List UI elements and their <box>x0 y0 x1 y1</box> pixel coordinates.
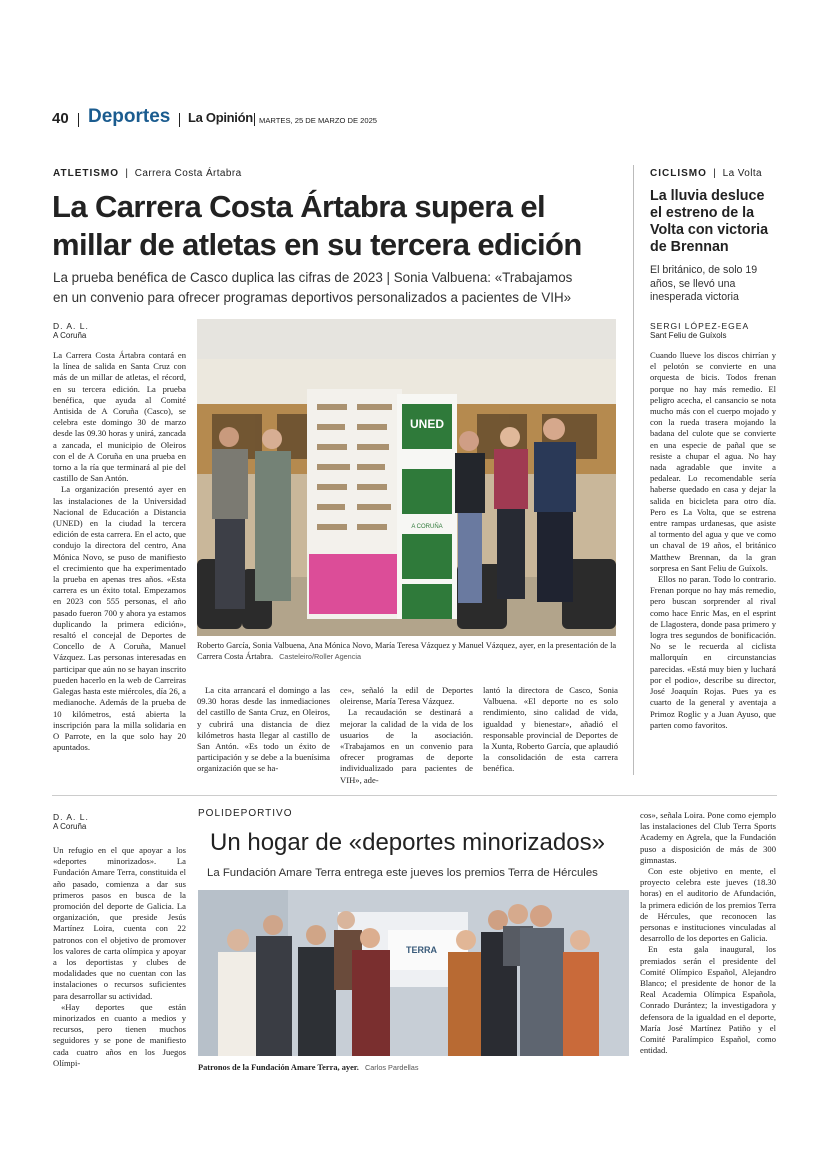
side-kicker-category: CICLISMO <box>650 168 707 179</box>
masthead: La Opinión <box>188 110 253 125</box>
main-column-2 <box>197 685 330 775</box>
bottom-kicker <box>198 808 293 819</box>
main-subhead-line2: en un convenio para ofrecer programas deportivos personalizados a pacientes de VIH» <box>53 290 572 305</box>
main-photo-credit: Casteleiro/Roller Agencia <box>279 652 362 661</box>
bottom-headline: Un hogar de «deportes minorizados» <box>210 829 605 856</box>
kicker-topic: Carrera Costa Ártabra <box>134 168 242 179</box>
main-photo-caption <box>197 640 622 662</box>
header-divider <box>179 113 180 127</box>
side-byline-place: Sant Feliu de Guíxols <box>650 331 727 340</box>
side-headline: La lluvia desluce el estreno de la Volta con victoria de Brennan <box>650 188 769 255</box>
byline-author: D. A. L. <box>53 321 89 331</box>
main-column-1 <box>53 350 186 753</box>
main-col2-paragraph: La cita arrancará el domingo a las 09.30 horas desde las inmediaciones del castillo de Santa Cruz, en Oleiros, y cubrirá una distancia de diez kilómetros hasta llegar al castillo de San Antón. «Es todo un éxito de participación y se debe a la buenísima organización que se ha- <box>197 685 330 774</box>
side-byline-author: SERGI LÓPEZ-EGEA <box>650 321 750 331</box>
main-subhead-line1: La prueba benéfica de Casco duplica las cifras de 2023 | Sonia Valbuena: «Trabajamos <box>53 270 573 285</box>
bottom-right-paragraph-2: Con este objetivo en mente, el proyecto celebra este jueves (18.30 horas) en el auditorio de Afundación, la primera edición de los premios Terra de Hércules, que reconocen las personas e instituciones vinculadas al desarrollo de los deportes en Galicia. <box>640 866 776 944</box>
header-divider <box>78 113 79 127</box>
main-col3-paragraph: ce», señaló la edil de Deportes oleirense, María Teresa Vázquez. <box>340 685 473 707</box>
bottom-col1-paragraph: Un refugio en el que apoyar a los «deportes minorizados». La Fundación Amare Terra, constituida el año pasado, comienza a dar sus primeros pasos en busca de la promoción del deporte de Galicia. La organización, que preside Jesús Martínez Loira, cuenta con 22 patronos con el objetivo de promover los valores de carta olímpica y apoyar a los deportistas y clubes de modalidades que no cuentan con las instalaciones o recursos suficientes para desarrollar su actividad. <box>53 845 186 1001</box>
main-subhead <box>53 268 623 308</box>
main-col1-paragraph: La Carrera Costa Ártabra contará en la línea de salida en Santa Cruz con más de un millar de atletas, el récord, en su tercera edición. La prueba benéfica, que ayuda al Comité Antisida de A Coruña (Casco), se celebra este domingo 30 de marzo desde las 09.30 horas y unirá, zancada a zancada, el municipio de Oleiros con el de A Coruña en una prueba en torno a la ría que terminará al pie del castillo de San Antón. <box>53 350 186 484</box>
bottom-right-paragraph: cos», señala Loira. Pone como ejemplo las instalaciones del Club Terra Sports Academy en Agrela, que la Fundación puso a disposición de más de 300 gimnastas. <box>640 810 776 865</box>
kicker-category: ATLETISMO <box>53 168 120 179</box>
main-headline <box>52 188 622 264</box>
side-byline <box>650 321 749 340</box>
side-subhead: El británico, de solo 19 años, se llevó una inesperada victoria <box>650 264 758 303</box>
main-caption-text: Roberto García, Sonia Valbuena, Ana Mónica Novo, María Teresa Vázquez y Manuel Vázquez, ayer, en la presentación de la Carrera Costa Ártabra. <box>197 641 617 661</box>
side-paragraph-2: Ellos no paran. Todo lo contrario. Frenan porque no hay más remedio, pero buscan sorprender al rival como hace Enric Mas, en el esprint de Llagostera, donde pasa primero y logra tres segundos de bonificación. No se le recuerda al ciclista mallorquín en circunstancias parecidas. «Está muy bien y luchará por el podio», describe su director, José Joaquín Rojas. Pues ya es cuarto de la general y aventaja a Primoz Roglic y a Juan Ayuso, que parten como favoritos. <box>650 574 776 730</box>
bottom-byline <box>53 812 89 831</box>
main-column-3 <box>340 685 473 785</box>
main-kicker <box>53 168 242 179</box>
side-column <box>650 350 776 775</box>
page-number: 40 <box>52 110 69 127</box>
main-photo <box>197 319 616 636</box>
main-headline-line2: millar de atletas en su tercera edición <box>52 227 582 262</box>
bottom-subhead: La Fundación Amare Terra entrega este jueves los premios Terra de Hércules <box>207 867 598 879</box>
bottom-photo-caption <box>198 1062 618 1073</box>
issue-date: MARTES, 25 DE MARZO DE 2025 <box>259 116 378 125</box>
bottom-section-rule <box>52 795 777 796</box>
byline-place: A Coruña <box>53 331 87 340</box>
side-kicker-separator: | <box>710 168 720 179</box>
banner-uned-label: UNED <box>409 417 444 431</box>
screen-terra-label: TERRA <box>406 945 437 955</box>
bottom-byline-place: A Coruña <box>53 822 87 831</box>
presentation-photo-illustration <box>197 319 616 636</box>
bottom-column-1 <box>53 845 186 1075</box>
main-col1-paragraph-2: La organización presentó ayer en las instalaciones de la Universidad Nacional de Educación a Distancia (UNED) en la ciudad la tercera edición de esta carrera. En el acto, que condujo la directora del centro, Ana Mónica Novo, se puso de manifiesto el crecimiento que ha experimentado la prueba en apenas tres años. «Esta carrera es un éxito total. Empezamos en 2023 con 555 personas, el año pasado fueron 700 y ahora ya estamos duplicando la primera edición», resaltó el concejal de Deportes de Concello de A Coruña, Manuel Vázquez. Las personas interesadas en participar que aún no se hayan inscrito pueden hacerlo en la web de Carreiras Galegas hasta este miércoles, día 26, a medianoche. Además de la prueba de 10 kilómetros, está abierta la inscripción para la milla solidaria en O Parrote, en la que solo hay 20 apuntados. <box>53 484 186 753</box>
main-headline-line1: La Carrera Costa Ártabra supera el <box>52 189 546 224</box>
main-byline <box>53 321 89 340</box>
bottom-kicker-category: POLIDEPORTIVO <box>198 808 293 819</box>
side-paragraph-1: Cuando llueve los discos chirrían y el pelotón se convierte en una orquesta de bicis. Todos frenan porque no hay más remedio. El peligro acecha, el cansancio se nota mucho más con el cuerpo mojado y con la rueda trasera mojando la badana del culote que se convierte en una especie de pañal que se resiste a chupar el agua. No hay nada agradable que invite a pedalear. Lo recomendable sería haberse quedado en casa y dejar la salida en bicicleta para otro día. Pero es La Volta, que se estrena entre rampas urdanesas, que asiste al tormento del agua y que ve como un chaval de 19 años, el británico Matthew Brennan, da la gran sorpresa en Sant Feliu de Guíxols. <box>650 350 776 573</box>
side-kicker <box>650 168 762 179</box>
header-divider <box>254 113 255 126</box>
bottom-col1-paragraph-2: «Hay deportes que están minorizados en cuanto a medios y recursos, pero tienen muchos seguidores y se pone de manifiesto cada cuatro años en los Juegos Olímpi- <box>53 1001 186 1068</box>
kicker-separator: | <box>122 168 132 179</box>
side-kicker-topic: La Volta <box>722 168 762 179</box>
bottom-photo <box>198 890 629 1056</box>
patronos-photo-illustration <box>198 890 629 1056</box>
section-title: Deportes <box>88 106 171 127</box>
bottom-photo-credit: Carlos Pardellas <box>364 1063 419 1072</box>
bottom-right-paragraph-3: En esta gala inaugural, los premiados serán el presidente del Comité Olímpico Español, Alejandro Blanco; el presidente de honor de la Real Academia Olímpica Española, Conrado Durántez; la investigadora y defensora de la igualdad en el deporte, María José Martínez Patiño y el Comité Paralímpico Español, como entidad. <box>640 944 776 1056</box>
main-col3-paragraph-2: La recaudación se destinará a mejorar la calidad de la vida de los usuarios de la asociación. «Trabajamos en un convenio para ofrecer programas de deporte individualizado para pacientes de VIH», ade- <box>340 707 473 785</box>
main-column-4 <box>483 685 618 775</box>
banner-coruna-label: A CORUÑA <box>411 524 443 530</box>
bottom-caption-text: Patronos de la Fundación Amare Terra, ayer. <box>198 1063 359 1072</box>
bottom-column-right <box>640 810 776 1075</box>
side-column-rule <box>633 165 634 775</box>
bottom-byline-author: D. A. L. <box>53 812 89 822</box>
main-col4-paragraph: lantó la directora de Casco, Sonia Valbuena. «El deporte no es solo rendimiento, sino calidad de vida, igualdad y bienestar», añadió el responsable provincial de Deportes de la Xunta, Roberto García, que aplaudió la consolidación de esta carrera benéfica. <box>483 685 618 774</box>
